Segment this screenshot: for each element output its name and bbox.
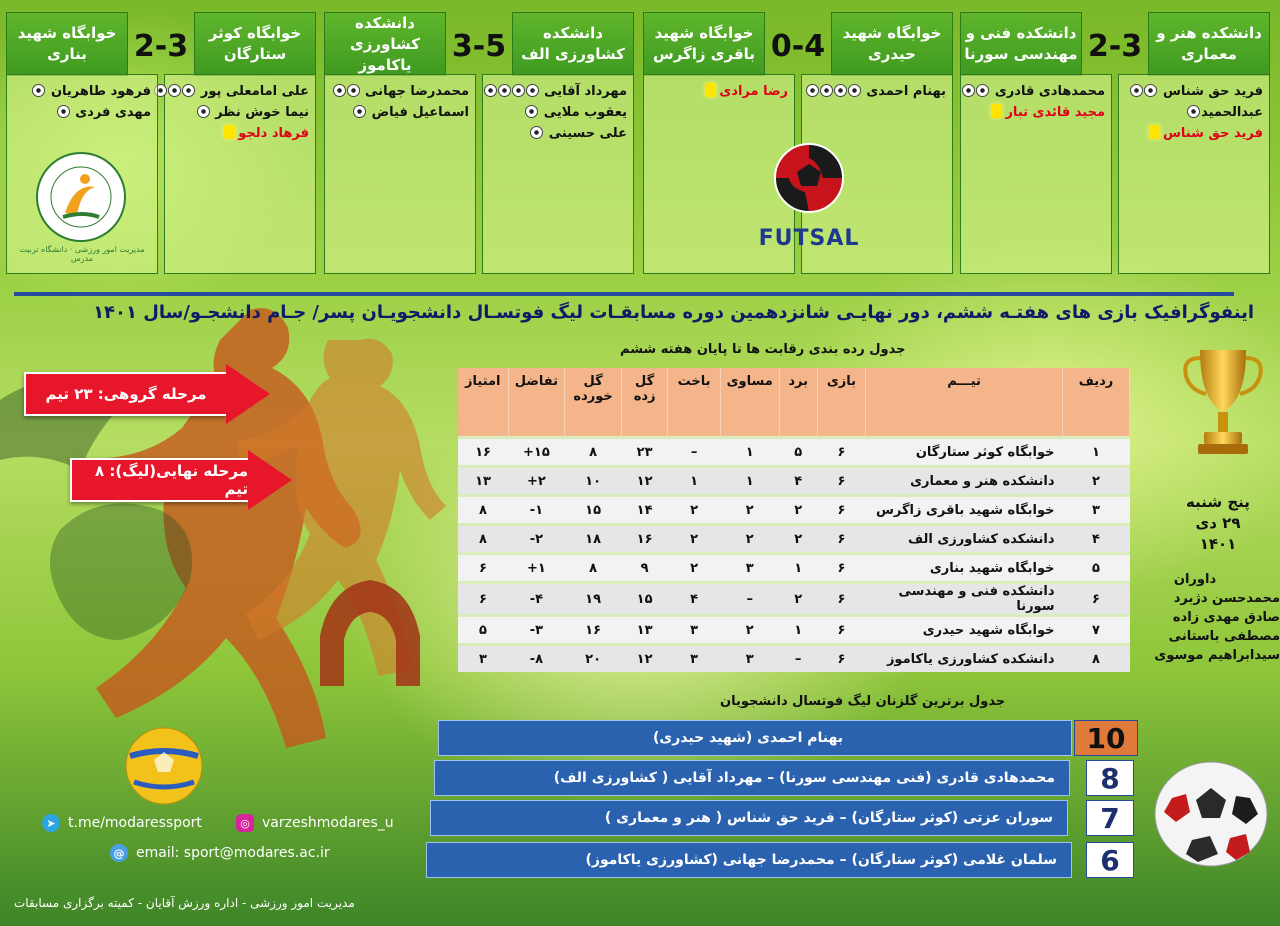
match-1-home-team: دانشکده هنر و معماری — [1148, 12, 1270, 76]
top-scorer-names: محمدهادی قادری (فنی مهندسی سورنا) – مهرداد آقایی ( کشاورزی الف) — [553, 770, 1055, 786]
team-cell: خوابگاه شهید بناری — [866, 554, 1063, 583]
goals-for-cell: ۱۳ — [621, 616, 667, 645]
goals-against-cell: ۸ — [565, 438, 622, 467]
won-cell: ۱ — [779, 554, 817, 583]
scorer-row: محمدرضا جهانی — [329, 81, 469, 102]
match-card-4 — [6, 2, 316, 274]
match-2-score: 0-4 — [770, 29, 826, 64]
goals-for-cell: ۱۲ — [621, 467, 667, 496]
match-4-away-scorers-box — [6, 74, 158, 274]
lost-cell: ۲ — [668, 554, 721, 583]
goals-against-cell: ۱۶ — [565, 616, 622, 645]
ball-icon — [525, 105, 538, 118]
ball-icon — [976, 84, 989, 97]
match-2-away-team: خوابگاه شهید باقری زاگرس — [643, 12, 765, 76]
lost-cell: ۲ — [668, 525, 721, 554]
top-scorers-heading: جدول برترین گلزنان لیگ فوتسال دانشجویان — [720, 694, 1006, 709]
points-cell: ۳ — [458, 645, 508, 673]
university-logo-text: مدیریت امور ورزشی · دانشگاه تربیت مدرس — [19, 245, 145, 263]
ball-icon — [806, 84, 819, 97]
played-cell: ۶ — [817, 645, 865, 673]
goals-against-cell: ۱۹ — [565, 583, 622, 616]
lost-cell: ۳ — [668, 645, 721, 673]
goals-for-cell: ۱۴ — [621, 496, 667, 525]
rank-cell: ۶ — [1063, 583, 1130, 616]
won-cell: ۲ — [779, 583, 817, 616]
rank-cell: ۲ — [1063, 467, 1130, 496]
referee-name: مصطفی باستانی — [1168, 629, 1280, 644]
match-3-home-scorers-box — [482, 74, 634, 274]
lost-cell: ۴ — [668, 583, 721, 616]
email-contact[interactable] — [110, 844, 330, 862]
drawn-cell: ۱ — [720, 438, 779, 467]
ball-icon — [530, 126, 543, 139]
title-separator — [14, 292, 1234, 296]
email-address[interactable]: email: sport@modares.ac.ir — [136, 845, 330, 861]
ball-icon — [484, 84, 497, 97]
goal-difference-cell: ۸- — [508, 645, 565, 673]
match-card-3 — [324, 2, 634, 274]
rank-cell: ۷ — [1063, 616, 1130, 645]
referee-name: صادق مهدی زاده — [1172, 610, 1280, 625]
ball-icon — [834, 84, 847, 97]
top-scorer-names: سوران عزتی (کوثر ستارگان) – فرید حق شناس ( هنر و معماری ) — [604, 810, 1053, 826]
table-row — [458, 616, 1130, 645]
team-cell: خوابگاه شهید حیدری — [866, 616, 1063, 645]
won-cell: ۲ — [779, 496, 817, 525]
goal-difference-cell: ۱۵+ — [508, 438, 565, 467]
match-3-home-team: دانشکده کشاورزی الف — [512, 12, 634, 76]
top-scorer-names: بهنام احمدی (شهید حیدری) — [653, 730, 843, 746]
scorer-row: علی حسینی — [487, 123, 627, 144]
points-cell: ۱۶ — [458, 438, 508, 467]
group-stage-label: مرحله گروهی: ۲۳ تیم — [24, 372, 226, 416]
ball-icon — [1144, 84, 1157, 97]
match-3-away-scorers-box — [324, 74, 476, 274]
futsal-logo-text: FUTSAL — [758, 226, 860, 251]
referees-heading: داوران — [1173, 572, 1217, 587]
won-cell: ۲ — [779, 525, 817, 554]
scorer-row: یعقوب ملایی — [487, 102, 627, 123]
yellow-card-row: رضا مرادی — [648, 81, 788, 102]
futsal-ball-icon — [124, 726, 204, 806]
footer-credit: مدیریت امور ورزشی - اداره ورزش آقایان - کمیته برگزاری مسابقات — [14, 896, 355, 910]
match-4-away-team: خوابگاه شهید بناری — [6, 12, 128, 76]
rank-cell: ۱ — [1063, 438, 1130, 467]
match-2-home-team: خوابگاه شهید حیدری — [831, 12, 953, 76]
scorer-row: علی امامعلی پور — [169, 81, 309, 102]
goal-difference-cell: ۲+ — [508, 467, 565, 496]
ball-icon — [512, 84, 525, 97]
final-stage-arrow — [70, 458, 292, 502]
goals-against-cell: ۱۵ — [565, 496, 622, 525]
drawn-cell: ۳ — [720, 645, 779, 673]
goals-for-cell: ۹ — [621, 554, 667, 583]
lost-cell: ۱ — [668, 467, 721, 496]
referee-name: سیدابراهیم موسوی — [1154, 648, 1280, 663]
goal-difference-cell: ۴- — [508, 583, 565, 616]
drawn-cell: ۲ — [720, 525, 779, 554]
table-row — [458, 554, 1130, 583]
col-won: برد — [779, 368, 817, 438]
ball-icon — [498, 84, 511, 97]
ball-icon — [1130, 84, 1143, 97]
points-cell: ۸ — [458, 525, 508, 554]
top-scorer-row — [430, 800, 1068, 836]
col-goals-for: گل زده — [621, 368, 667, 438]
lost-cell: ۲ — [668, 496, 721, 525]
scorer-row: اسماعیل فیاض — [329, 102, 469, 123]
ball-icon — [168, 84, 181, 97]
won-cell: ۱ — [779, 616, 817, 645]
instagram-icon: ◎ — [236, 814, 254, 832]
match-day: پنج شنبه — [1186, 493, 1250, 511]
ball-icon — [962, 84, 975, 97]
table-row — [458, 496, 1130, 525]
yellow-card-row: فرید حق شناس — [1123, 123, 1263, 144]
ball-icon — [353, 105, 366, 118]
match-card-1 — [960, 2, 1270, 274]
points-cell: ۵ — [458, 616, 508, 645]
lost-cell: ۳ — [668, 616, 721, 645]
table-header-row — [458, 368, 1130, 438]
col-played: بازی — [817, 368, 865, 438]
scorer-row: فرید حق شناس — [1123, 81, 1263, 102]
ball-icon — [333, 84, 346, 97]
top-scorer-goals: 7 — [1086, 800, 1134, 836]
col-rank: ردیف — [1063, 368, 1130, 438]
scorer-row: بهنام احمدی — [806, 81, 946, 102]
goals-against-cell: ۱۸ — [565, 525, 622, 554]
yellow-card-icon — [705, 83, 716, 97]
played-cell: ۶ — [817, 467, 865, 496]
match-1-away-team: دانشکده فنی و مهندسی سورنا — [960, 12, 1082, 76]
table-row — [458, 645, 1130, 673]
team-cell: دانشکده فنی و مهندسی سورنا — [866, 583, 1063, 616]
drawn-cell: ۲ — [720, 496, 779, 525]
played-cell: ۶ — [817, 616, 865, 645]
scorer-row: نیما خوش نظر — [169, 102, 309, 123]
top-scorer-row — [438, 720, 1072, 756]
ball-icon — [848, 84, 861, 97]
match-3-score: 3-5 — [451, 29, 507, 64]
ball-icon — [57, 105, 70, 118]
match-1-score: 2-3 — [1087, 29, 1143, 64]
scorer-row: مهدی فردی — [11, 102, 151, 123]
scorer-row: عبدالحمید — [1123, 102, 1263, 123]
goal-difference-cell: ۱- — [508, 496, 565, 525]
top-scorer-row — [426, 842, 1072, 878]
referee-name: محمدحسن دژبرد — [1173, 591, 1280, 606]
table-row — [458, 525, 1130, 554]
rank-cell: ۴ — [1063, 525, 1130, 554]
points-cell: ۱۳ — [458, 467, 508, 496]
won-cell: ۵ — [779, 438, 817, 467]
email-icon: @ — [110, 844, 128, 862]
played-cell: ۶ — [817, 554, 865, 583]
group-stage-arrow — [24, 372, 270, 416]
col-lost: باخت — [668, 368, 721, 438]
lost-cell: – — [668, 438, 721, 467]
table-row — [458, 583, 1130, 616]
col-points: امتیاز — [458, 368, 508, 438]
team-cell: دانشکده کشاورزی الف — [866, 525, 1063, 554]
goals-against-cell: ۲۰ — [565, 645, 622, 673]
gate-monument-icon — [310, 578, 430, 688]
ball-icon — [820, 84, 833, 97]
played-cell: ۶ — [817, 438, 865, 467]
ball-icon — [347, 84, 360, 97]
yellow-card-icon — [991, 104, 1002, 118]
telegram-link[interactable]: t.me/modaressport — [68, 815, 202, 831]
col-goal-difference: تفاضل — [508, 368, 565, 438]
scorer-row: فرهود طاهریان — [11, 81, 151, 102]
goals-for-cell: ۱۲ — [621, 645, 667, 673]
won-cell: – — [779, 645, 817, 673]
won-cell: ۴ — [779, 467, 817, 496]
yellow-card-row: مجید قائدی تبار — [965, 102, 1105, 123]
scorer-row: مهرداد آقایی — [487, 81, 627, 102]
col-drawn: مساوی — [720, 368, 779, 438]
drawn-cell: ۳ — [720, 554, 779, 583]
rank-cell: ۸ — [1063, 645, 1130, 673]
rank-cell: ۵ — [1063, 554, 1130, 583]
university-sports-logo — [35, 151, 127, 243]
ball-icon — [32, 84, 45, 97]
points-cell: ۸ — [458, 496, 508, 525]
goals-for-cell: ۲۳ — [621, 438, 667, 467]
match-date — [1178, 492, 1258, 555]
table-row — [458, 438, 1130, 467]
played-cell: ۶ — [817, 583, 865, 616]
ball-icon — [182, 84, 195, 97]
goals-against-cell: ۱۰ — [565, 467, 622, 496]
instagram-handle[interactable]: varzeshmodares_u — [262, 815, 394, 831]
goals-for-cell: ۱۶ — [621, 525, 667, 554]
col-team: تیـــم — [866, 368, 1063, 438]
top-scorer-row — [434, 760, 1070, 796]
top-scorer-goals: 10 — [1074, 720, 1138, 756]
page-title: اینفوگرافیک بازی های هفتـه ششم، دور نهایـی شانزدهمین دوره مسابقـات لیگ فوتسـال دانشجویـان پسر/ جـام دانشجـو/سال ۱۴۰۱ — [93, 302, 1254, 323]
yellow-card-icon — [1149, 125, 1160, 139]
match-1-home-scorers-box — [1118, 74, 1270, 274]
ball-icon — [1187, 105, 1200, 118]
match-4-home-scorers-box — [164, 74, 316, 274]
drawn-cell: ۲ — [720, 616, 779, 645]
telegram-contact[interactable] — [42, 814, 202, 832]
col-goals-against: گل خورده — [565, 368, 622, 438]
standings-table — [458, 368, 1130, 672]
instagram-contact[interactable] — [236, 814, 394, 832]
match-3-away-team: دانشکده کشاورزی یاکاموز — [324, 12, 446, 76]
points-cell: ۶ — [458, 583, 508, 616]
goals-for-cell: ۱۵ — [621, 583, 667, 616]
drawn-cell: ۱ — [720, 467, 779, 496]
played-cell: ۶ — [817, 496, 865, 525]
team-cell: دانشکده هنر و معماری — [866, 467, 1063, 496]
scorer-row: محمدهادی قادری — [965, 81, 1105, 102]
ball-icon — [197, 105, 210, 118]
table-row — [458, 467, 1130, 496]
match-date-value: ۲۹ دی ۱۴۰۱ — [1195, 514, 1241, 553]
ball-icon — [526, 84, 539, 97]
team-cell: خوابگاه کوثر ستارگان — [866, 438, 1063, 467]
goal-difference-cell: ۲- — [508, 525, 565, 554]
played-cell: ۶ — [817, 525, 865, 554]
goal-difference-cell: ۳- — [508, 616, 565, 645]
match-4-score: 2-3 — [133, 29, 189, 64]
team-cell: دانشکده کشاورزی یاکاموز — [866, 645, 1063, 673]
referees-list — [1150, 570, 1280, 665]
final-stage-label: مرحله نهایی(لیگ): ۸ تیم — [70, 458, 248, 502]
arrow-tip-icon — [248, 450, 292, 510]
arrow-tip-icon — [226, 364, 270, 424]
top-scorer-goals: 6 — [1086, 842, 1134, 878]
rank-cell: ۳ — [1063, 496, 1130, 525]
champions-ball-icon — [1152, 758, 1270, 868]
goals-against-cell: ۸ — [565, 554, 622, 583]
top-scorer-names: سلمان غلامی (کوثر ستارگان) – محمدرضا جهانی (کشاورزی یاکاموز) — [585, 852, 1057, 868]
match-card-2 — [643, 2, 953, 274]
points-cell: ۶ — [458, 554, 508, 583]
drawn-cell: – — [720, 583, 779, 616]
table-subtitle: جدول رده بندی رقابت ها تا پایان هفته ششم — [620, 342, 906, 357]
goal-difference-cell: ۱+ — [508, 554, 565, 583]
team-cell: خوابگاه شهید باقری زاگرس — [866, 496, 1063, 525]
match-1-away-scorers-box — [960, 74, 1112, 274]
top-scorer-goals: 8 — [1086, 760, 1134, 796]
telegram-icon: ➤ — [42, 814, 60, 832]
match-4-home-team: خوابگاه کوثر ستارگان — [194, 12, 316, 76]
futsal-ball-logo — [771, 140, 847, 216]
trophy-icon — [1180, 340, 1266, 460]
yellow-card-icon — [224, 125, 235, 139]
yellow-card-row: فرهاد دلجو — [169, 123, 309, 144]
